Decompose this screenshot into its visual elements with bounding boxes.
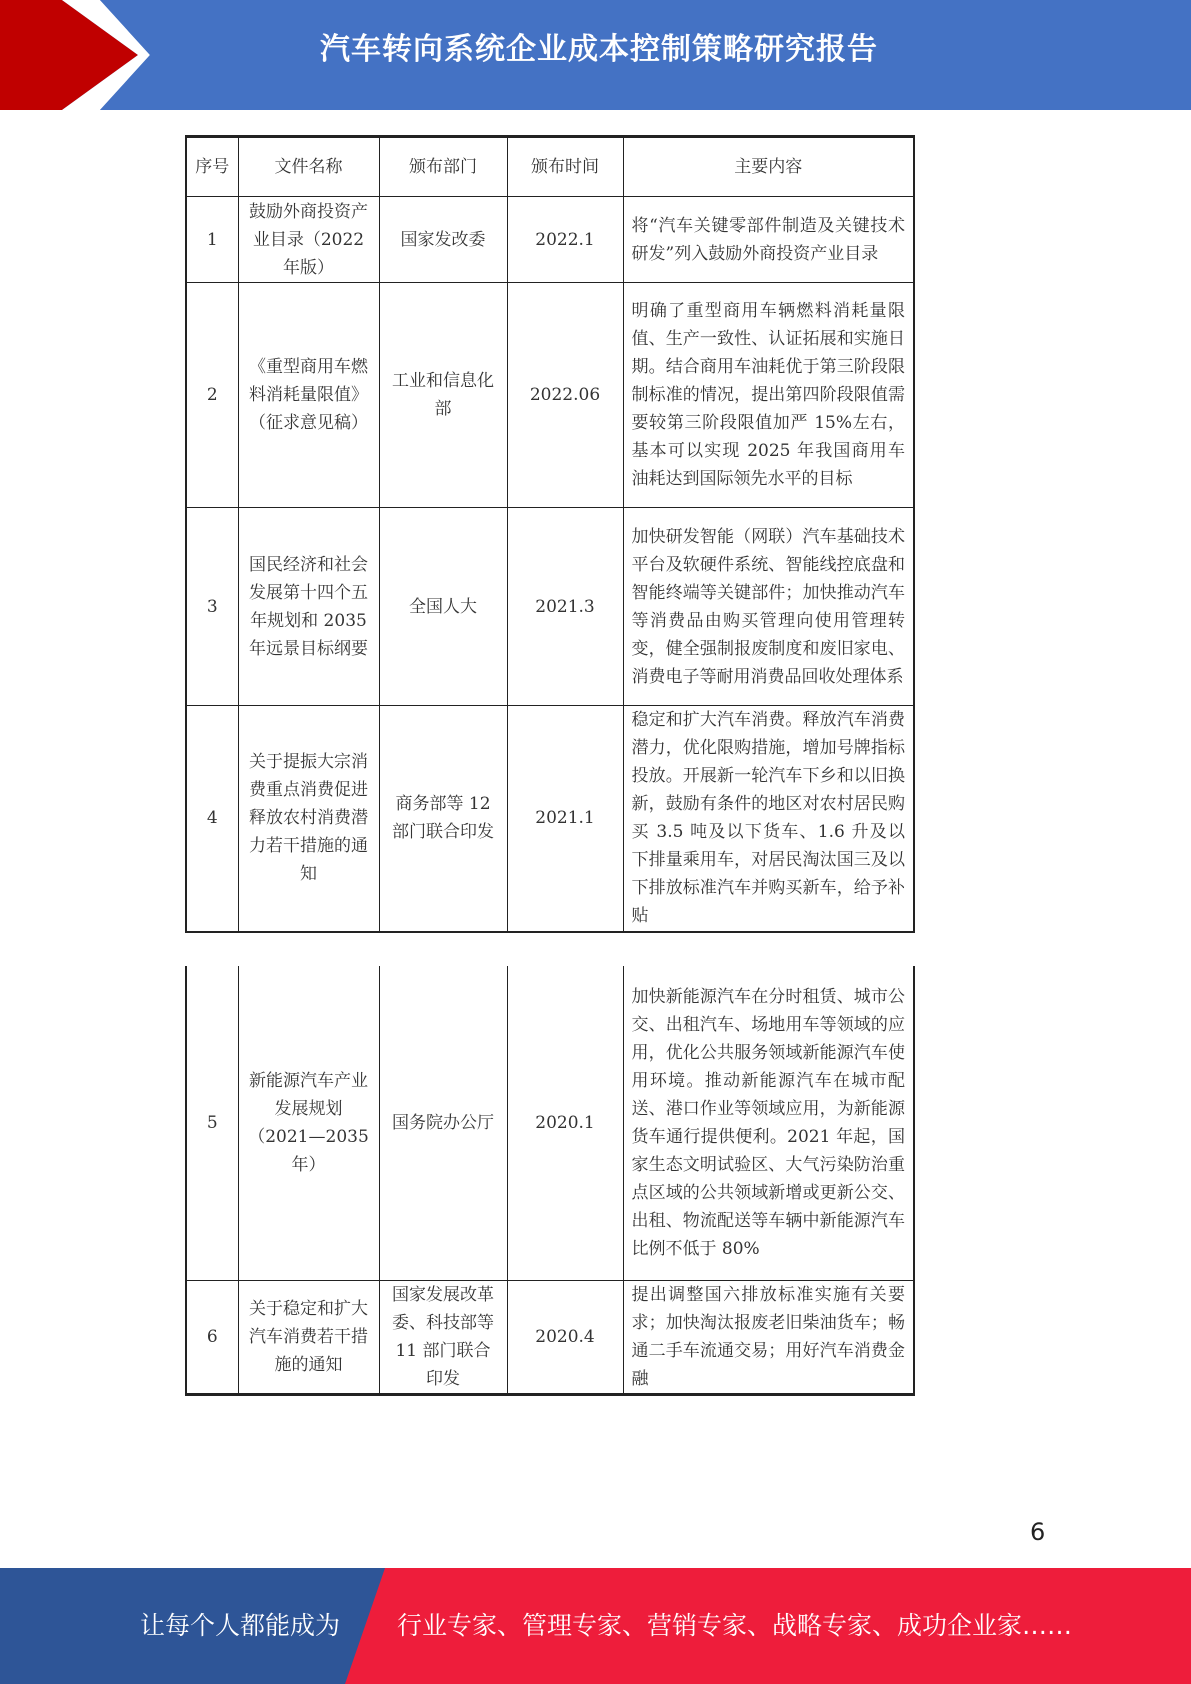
row-date: 2022.1 xyxy=(507,197,623,283)
report-title: 汽车转向系统企业成本控制策略研究报告 xyxy=(320,32,878,67)
table-row xyxy=(186,197,914,283)
header-dept: 颁布部门 xyxy=(379,137,507,197)
page-footer xyxy=(0,1568,1191,1684)
row-no: 2 xyxy=(186,283,238,508)
row-dept: 国家发改委 xyxy=(379,197,507,283)
row-content: 明确了重型商用车辆燃料消耗量限值、生产一致性、认证拓展和实施日期。结合商用车油耗优于第三阶段限制标准的情况，提出第四阶段限值需要较第三阶段限值加严 15%左右，基本可以实现 2025 年我国商用车油耗达到国际领先水平的目标 xyxy=(623,283,914,508)
table-row xyxy=(186,706,914,932)
page-number: 6 xyxy=(1030,1518,1046,1546)
row-name: 关于稳定和扩大汽车消费若干措施的通知 xyxy=(238,1280,379,1394)
policy-table-part-1 xyxy=(185,135,915,933)
row-no: 5 xyxy=(186,966,238,1280)
row-name: 鼓励外商投资产业目录（2022 年版） xyxy=(238,197,379,283)
row-date: 2022.06 xyxy=(507,283,623,508)
header-seq: 序号 xyxy=(186,137,238,197)
row-date: 2021.1 xyxy=(507,706,623,932)
row-dept: 全国人大 xyxy=(379,508,507,706)
row-content: 稳定和扩大汽车消费。释放汽车消费潜力，优化限购措施，增加号牌指标投放。开展新一轮汽车下乡和以旧换新，鼓励有条件的地区对农村居民购买 3.5 吨及以下货车、1.6 升及以下排量乘用车，对居民淘汰国三及以下排放标准汽车并购买新车，给予补贴 xyxy=(623,706,914,932)
header-content: 主要内容 xyxy=(623,137,914,197)
row-date: 2020.4 xyxy=(507,1280,623,1394)
header-name: 文件名称 xyxy=(238,137,379,197)
row-name: 关于提振大宗消费重点消费促进释放农村消费潜力若干措施的通知 xyxy=(238,706,379,932)
page-header xyxy=(0,0,1191,110)
row-no: 3 xyxy=(186,508,238,706)
row-content: 提出调整国六排放标准实施有关要求；加快淘汰报废老旧柴油货车；畅通二手车流通交易；用好汽车消费金融 xyxy=(623,1280,914,1394)
table-row xyxy=(186,1280,914,1394)
row-name: 国民经济和社会发展第十四个五年规划和 2035 年远景目标纲要 xyxy=(238,508,379,706)
table-header-row xyxy=(186,137,914,197)
row-no: 4 xyxy=(186,706,238,932)
row-name: 新能源汽车产业发展规划（2021—2035 年） xyxy=(238,966,379,1280)
row-no: 1 xyxy=(186,197,238,283)
row-content: 加快新能源汽车在分时租赁、城市公交、出租汽车、场地用车等领域的应用，优化公共服务领域新能源汽车使用环境。推动新能源汽车在城市配送、港口作业等领域应用，为新能源货车通行提供便利。2021 年起，国家生态文明试验区、大气污染防治重点区域的公共领域新增或更新公交、出租、物流配送等车辆中新能源汽车比例不低于 80% xyxy=(623,966,914,1280)
row-content: 加快研发智能（网联）汽车基础技术平台及软硬件系统、智能线控底盘和智能终端等关键部件；加快推动汽车等消费品由购买管理向使用管理转变，健全强制报废制度和废旧家电、消费电子等耐用消费品回收处理体系 xyxy=(623,508,914,706)
row-name: 《重型商用车燃料消耗量限值》（征求意见稿） xyxy=(238,283,379,508)
row-dept: 国家发展改革委、科技部等 11 部门联合印发 xyxy=(379,1280,507,1394)
policy-table-part-2 xyxy=(185,966,915,1396)
row-no: 6 xyxy=(186,1280,238,1394)
footer-slogan-left: 让每个人都能成为 xyxy=(140,1611,341,1640)
row-dept: 商务部等 12 部门联合印发 xyxy=(379,706,507,932)
footer-slogan-right: 行业专家、管理专家、营销专家、战略专家、成功企业家…… xyxy=(397,1611,1073,1640)
row-content: 将“汽车关键零部件制造及关键技术研发”列入鼓励外商投资产业目录 xyxy=(623,197,914,283)
table-row xyxy=(186,508,914,706)
table-row xyxy=(186,966,914,1280)
table-row xyxy=(186,283,914,508)
row-date: 2020.1 xyxy=(507,966,623,1280)
header-date: 颁布时间 xyxy=(507,137,623,197)
row-dept: 国务院办公厅 xyxy=(379,966,507,1280)
row-dept: 工业和信息化部 xyxy=(379,283,507,508)
row-date: 2021.3 xyxy=(507,508,623,706)
